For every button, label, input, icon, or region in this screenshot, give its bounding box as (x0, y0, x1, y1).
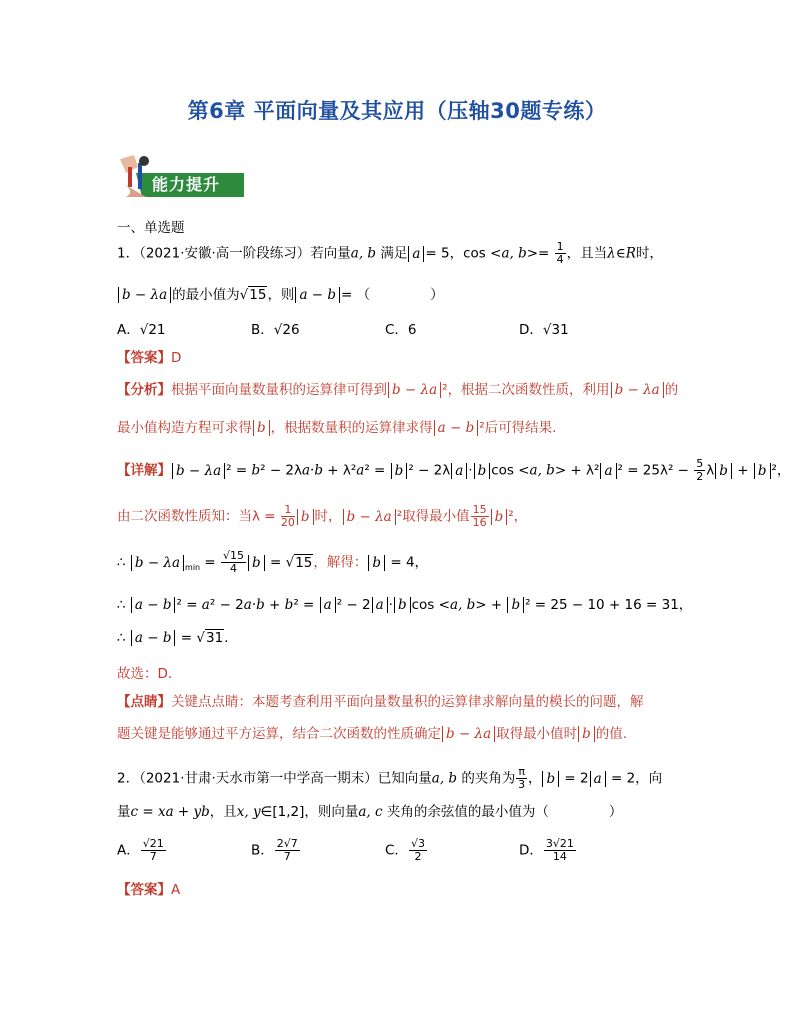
q1-answer-value: D (171, 350, 182, 366)
q2-stem-text3: 量 (117, 804, 131, 820)
q1-analysis-line2: 最小值构造方程可求得 b ，根据数量积的运算律求得 a − b ²后可得结果. (117, 420, 557, 436)
q2-option-b-label: B． (251, 842, 274, 859)
q1-comment-label: 【点睛】 (117, 694, 171, 710)
q1-solve-label: ，解得： (313, 554, 368, 571)
badge-label: 能力提升 (152, 175, 221, 194)
q1-option-a: A．√21 (117, 322, 166, 338)
q1-analysis-text4: 最小值构造方程可求得 (117, 420, 252, 436)
q1-analysis-text6: 后可得结果. (484, 420, 557, 436)
q2-option-c: C． $\frac{√3}{2}$ (385, 837, 425, 863)
q1-comment-line2: 题关键是能够通过平方运算，结合二次函数的性质确定 b − λa 取得最小值时 b 的值. (117, 726, 628, 742)
q2-option-d: D． $\frac{3√21}{14}$ (519, 837, 574, 863)
q1-stem-text3: 时， (635, 245, 663, 262)
q2-answer-label: 【答案】 (117, 882, 171, 898)
q1-prop-text: 由二次函数性质知：当 (117, 508, 252, 525)
q2-stem-line1: 2．（2021·甘肃·天水市第一中学高一期末）已知向量a, b 的夹角为 $\frac{\pi}{3}$ ， b = 2 a = 2，向 (117, 765, 663, 791)
q1-comment-text1: 关键点点睛：本题考查利用平面向量数量积的运算律求解向量的模长的问题，解 (171, 694, 644, 710)
q1-stem-text: 满足 (380, 245, 408, 262)
q1-comment-line1 (117, 690, 644, 710)
q1-option-c: C．6 (385, 322, 417, 338)
q1-detail-line5: ∴ a − b = √31. (117, 630, 229, 646)
q1-detail-line3: ∴ b − λa $_{min}$ = $\frac{√15}{4}$ b = √15，解得： b = 4， (117, 549, 429, 575)
q1-stem-text4: 的最小值为 (172, 287, 240, 303)
q1-conclude: 故选：D. (117, 666, 173, 682)
q2-option-d-label: D． (519, 842, 543, 859)
q1-analysis-line1: 【分析】根据平面向量数量积的运算律可得到 b − λa ²，根据二次函数性质，利用 b − λa 的 (117, 382, 679, 398)
q1-comment-text4: 的值. (595, 726, 628, 742)
section-heading: 一、单选题 (117, 220, 185, 236)
q1-comment-text3: 取得最小值时 (496, 726, 578, 742)
q1-stem-text5: ，则 (267, 287, 295, 303)
page-title: 第6章 平面向量及其应用（压轴30题专练） (187, 99, 607, 123)
q1-stem-line2: b − λa 的最小值为√15，则 a − b = （ ） (117, 283, 444, 303)
q2-stem-text4: ，且 (209, 804, 237, 820)
q1-answer-label: 【答案】 (117, 350, 171, 366)
q1-analysis-text3: 的 (664, 382, 679, 398)
q1-analysis-text1: 根据平面向量数量积的运算律可得到 (171, 382, 387, 398)
q1-detail-line1: 【详解】 b − λa ² = b² − 2λa·b + λ²a² = b ² − 2λ a · b cos <a, b> + λ² a ² = 25λ² − $\frac{5}{2}$ λ b + b ²， (117, 457, 791, 483)
q1-detail-line2: 由二次函数性质知：当λ = $\frac{1}{20}$ b 时， b − λa ²取得最小值 $\frac{15}{16}$ b ²， (117, 503, 528, 529)
q1-prop-text2: 时， (314, 508, 342, 525)
q2-stem-text7: ） (608, 804, 623, 820)
q2-option-a-label: A． (117, 842, 140, 859)
q1-option-b: B．√26 (251, 322, 300, 338)
q2-answer-value: A (171, 882, 181, 898)
q2-option-c-label: C． (385, 842, 408, 859)
q2-answer (117, 878, 180, 898)
q1-detail-line4: ∴ a − b ² = a² − 2a·b + b² = a ² − 2 a · b cos <a, b> + b ² = 25 − 10 + 16 = 31， (117, 597, 693, 613)
q1-stem-source: 1．（2021·安徽·高一阶段练习）若向量 (117, 245, 351, 262)
q1-analysis-label: 【分析】 (117, 382, 171, 398)
q1-stem-text6: = （ (341, 287, 371, 303)
q2-stem-text: 的夹角为 (461, 770, 516, 787)
q1-detail-label: 【详解】 (117, 462, 171, 479)
q1-prop-text3: 取得最小值 (402, 508, 470, 525)
q1-option-d: D．√31 (519, 322, 569, 338)
q1-analysis-text2: ，根据二次函数性质，利用 (447, 382, 610, 398)
q2-stem-source: 2．（2021·甘肃·天水市第一中学高一期末）已知向量 (117, 770, 432, 787)
q2-option-b: B． $\frac{2√7}{7}$ (251, 837, 298, 863)
q2-stem-line2: 量c = xa + yb，且x, y∈[1,2]，则向量a, c 夹角的余弦值的最小值为（ ） (117, 804, 623, 820)
q2-stem-text6: 夹角的余弦值的最小值为（ (386, 804, 549, 820)
q1-answer (117, 346, 181, 366)
q2-stem-text5: ，则向量 (304, 804, 359, 820)
q1-comment-text2: 题关键是能够通过平方运算，结合二次函数的性质确定 (117, 726, 441, 742)
q1-stem-line1: 1．（2021·安徽·高一阶段练习）若向量a, b 满足 a = 5，cos <a, b>= $\frac{1}{4}$ ，且当λ∈R时， (117, 240, 663, 266)
q1-analysis-text5: ，根据数量积的运算律求得 (270, 420, 433, 436)
q1-stem-text7: ） (430, 287, 444, 303)
q2-stem-text2: ，向 (635, 770, 663, 787)
q1-stem-text2: ，且当 (566, 245, 608, 262)
q2-option-a: A． $\frac{√21}{7}$ (117, 837, 164, 863)
